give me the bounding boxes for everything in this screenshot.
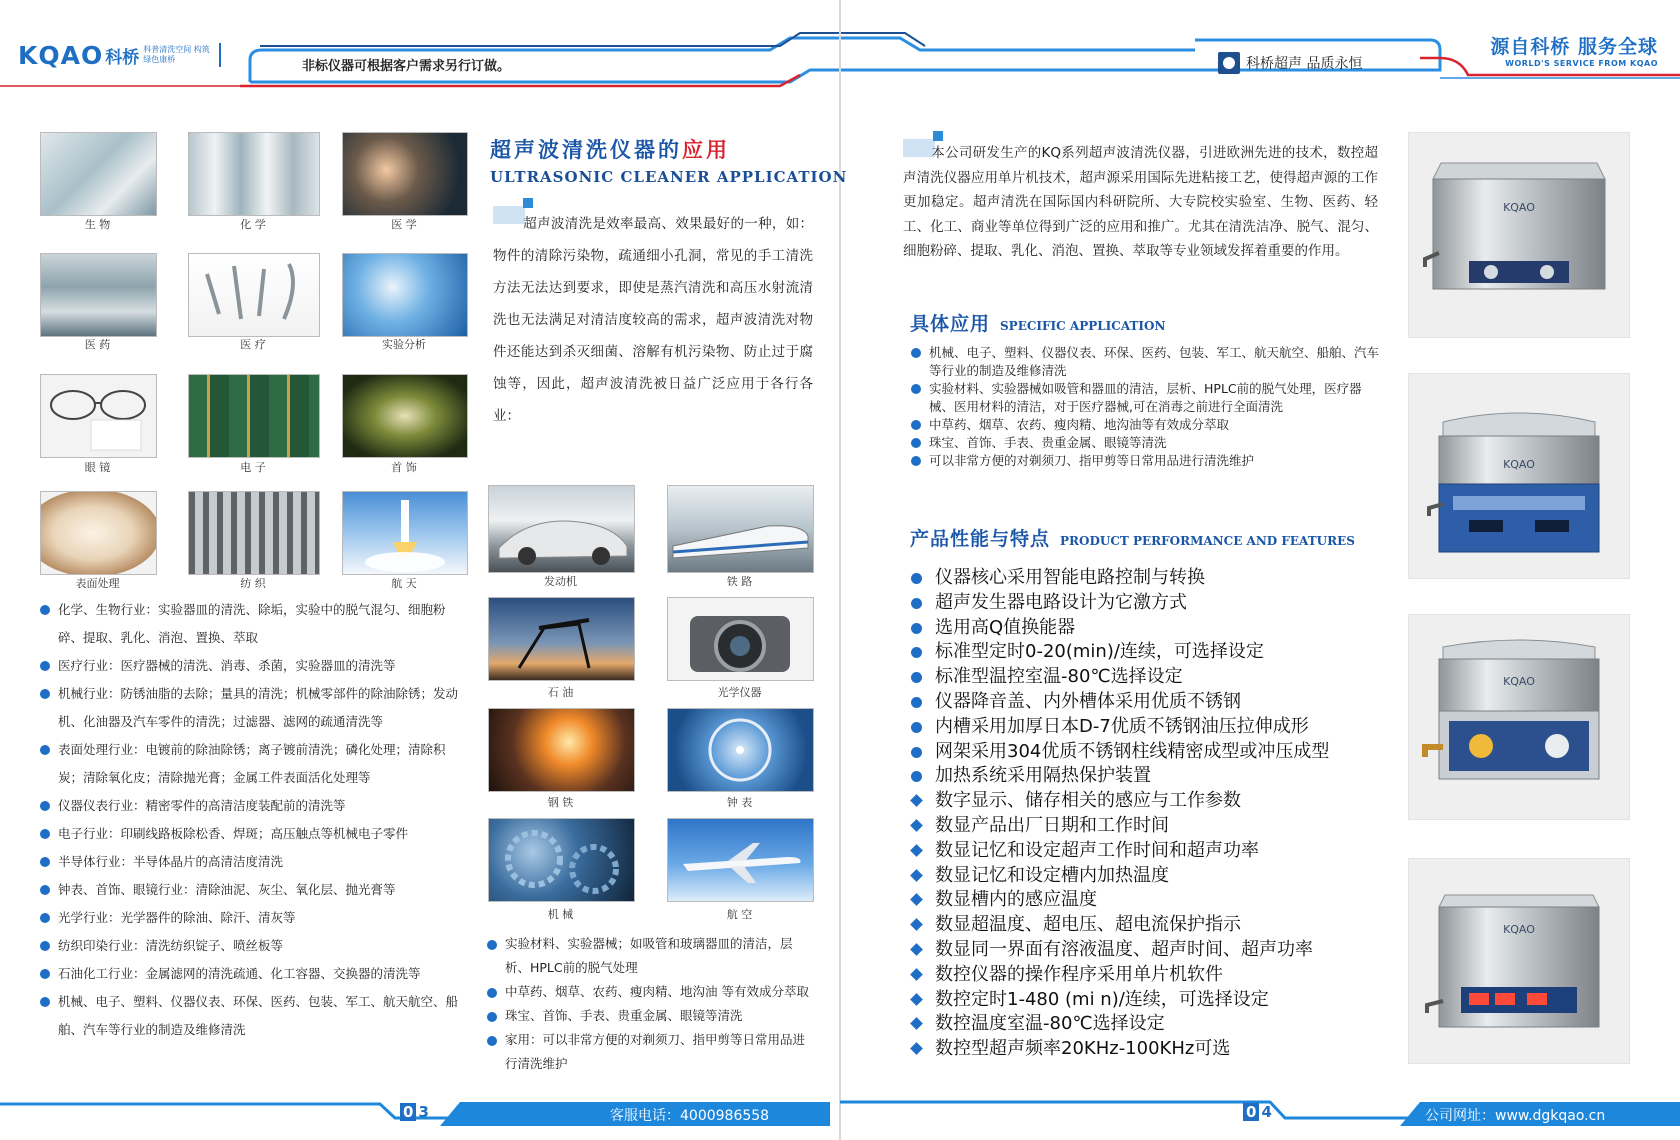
specific-application-heading (910, 309, 1165, 336)
list-item: 钟表、首饰、眼镜行业：清除油泥、灰尘、氧化层、抛光膏等 (38, 876, 468, 904)
caption-medicine: 医 学 (391, 218, 417, 231)
photo-watch (667, 708, 814, 792)
specific-application-list (909, 344, 1379, 470)
features-list (909, 566, 1409, 1062)
list-item: 表面处理行业：电镀前的除油除锈；离子镀前清洗；磷化处理；清除积炭；清除氧化皮；清除抛光膏；金属工件表面活化处理等 (38, 736, 468, 792)
photo-chemistry (188, 132, 320, 216)
feature-item: 加热系统采用隔热保护装置 (909, 764, 1409, 789)
feature-item: 数控温度室温-80℃选择设定 (909, 1012, 1409, 1037)
list-item: 石油化工行业：金属滤网的清洗疏通、化工容器、交换器的清洗等 (38, 960, 468, 988)
photo-lab-analysis (342, 253, 468, 337)
photo-jewelry (342, 374, 468, 458)
feature-item: 超声发生器电路设计为它激方式 (909, 591, 1409, 616)
list-item: 实验材料、实验器械；如吸管和玻璃器皿的清洁，层析、HPLC前的脱气处理 (485, 932, 815, 980)
photo-railway (667, 485, 814, 573)
product-logo: KQAO (1503, 201, 1535, 214)
product-logo: KQAO (1503, 923, 1535, 936)
feature-item: 内槽采用加厚日本D-7优质不锈钢油压拉伸成形 (909, 715, 1409, 740)
photo-biology (40, 132, 157, 216)
logo-divider (219, 43, 221, 67)
company-intro (903, 141, 1378, 264)
photo-optical-instrument (667, 597, 814, 681)
caption-surface-treatment: 表面处理 (75, 577, 120, 590)
feature-item: 数显记忆和设定槽内加热温度 (909, 864, 1409, 889)
logo-mark: KQAO (18, 40, 104, 70)
product-image-4 (1408, 858, 1630, 1064)
caption-medical-devices: 医 疗 (240, 338, 266, 351)
list-item: 纺织印染行业：清洗纺织锭子、喷丝板等 (38, 932, 468, 960)
slogan-main: 源自科桥 服务全球 (1490, 36, 1658, 58)
feature-item: 数控型超声频率20KHz-100KHz可选 (909, 1037, 1409, 1062)
caption-aviation: 航 空 (726, 908, 753, 921)
caption-railway: 铁 路 (726, 575, 753, 588)
customer-hotline: 客服电话：4000986558 (610, 1108, 770, 1124)
product-image-2 (1408, 373, 1630, 579)
list-item: 可以非常方便的对剃须刀、指甲剪等日常用品进行清洗维护 (909, 452, 1379, 470)
logo-slogan: 科普清洗空间 构筑绿色康桥 (143, 45, 210, 64)
list-item: 仪器仪表行业：精密零件的高清洁度装配前的清洗等 (38, 792, 468, 820)
photo-engine (488, 485, 635, 573)
brand-emblem-icon (1218, 52, 1240, 74)
specific-application-title-en: SPECIFIC APPLICATION (1000, 319, 1166, 333)
feature-item: 数显同一界面有溶液温度、超声时间、超声功率 (909, 938, 1409, 963)
list-item: 机械、电子、塑料、仪器仪表、环保、医药、包装、军工、航天航空、船舶、汽车等行业的制造及维修清洗 (909, 344, 1379, 380)
company-website: 公司网址：www.dgkqao.cn (1425, 1108, 1606, 1124)
caption-electronics: 电 子 (240, 461, 266, 474)
list-item: 化学、生物行业：实验器皿的清洗、除垢，实验中的脱气混匀、细胞粉碎、提取、乳化、消泡、置换、萃取 (38, 596, 468, 652)
caption-engine: 发动机 (544, 575, 577, 588)
photo-steel (488, 708, 635, 792)
right-brand (1218, 52, 1362, 74)
caption-machinery: 机 械 (547, 908, 574, 921)
company-intro-text: 本公司研发生产的KQ系列超声波清洗仪器，引进欧洲先进的技术，数控超声清洗仪器应用单片机技术，超声源采用国际先进粘接工艺，使得超声源的工作更加稳定。超声清洗在国际国内科研院所、大专院校实验室、生物、医药、轻工、化工、商业等单位得到广泛的应用和推广。尤其在清洗洁净、脱气、混匀、细胞粉碎、提取、乳化、消泡、置换、萃取等专业领域发挥着重要的作用。 (903, 145, 1378, 259)
section-title-english: ULTRASONIC CLEANER APPLICATION (490, 168, 848, 186)
page-number-right: 0 4 (1243, 1103, 1272, 1121)
feature-item: 数控定时1-480 (mi n)/连续，可选择设定 (909, 988, 1409, 1013)
photo-glasses (40, 374, 157, 458)
feature-item: 标准型定时0-20(min)/连续，可选择设定 (909, 640, 1409, 665)
lab-application-list (485, 932, 815, 1076)
feature-item: 数字显示、储存相关的感应与工作参数 (909, 789, 1409, 814)
page-number-left: 0 3 (400, 1103, 429, 1121)
feature-item: 网架采用304优质不锈钢柱线精密成型或冲压成型 (909, 740, 1409, 765)
caption-biology: 生 物 (84, 218, 111, 231)
feature-item: 数显槽内的感应温度 (909, 888, 1409, 913)
list-item: 电子行业：印刷线路板除松香、焊斑；高压触点等机械电子零件 (38, 820, 468, 848)
list-item: 光学行业：光学器件的除油、除汗、清灰等 (38, 904, 468, 932)
features-title-en: PRODUCT PERFORMANCE AND FEATURES (1060, 534, 1355, 548)
section-title (490, 134, 730, 164)
photo-medical-devices (188, 253, 320, 337)
list-item: 机械、电子、塑料、仪器仪表、环保、医药、包装、军工、航天航空、船舶、汽车等行业的制造及维修清洗 (38, 988, 468, 1044)
caption-steel: 钢 铁 (547, 796, 574, 809)
photo-electronics (188, 374, 320, 458)
caption-oil: 石 油 (547, 686, 574, 699)
features-title: 产品性能与特点 (910, 528, 1051, 550)
caption-optical-instrument: 光学仪器 (717, 686, 762, 699)
list-item: 家用：可以非常方便的对剃须刀、指甲剪等日常用品进行清洗维护 (485, 1028, 815, 1076)
list-item: 机械行业：防锈油脂的去除；量具的清洗；机械零部件的除油除锈；发动机、化油器及汽车零件的清洗；过滤器、滤网的疏通清洗等 (38, 680, 468, 736)
photo-surface-treatment (40, 491, 157, 575)
list-item: 半导体行业：半导体晶片的高清洁度清洗 (38, 848, 468, 876)
right-brand-text: 科桥超声 品质永恒 (1246, 56, 1363, 72)
custom-order-note: 非标仪器可根据客户需求另行订做。 (302, 59, 511, 74)
list-item: 医疗行业：医疗器械的清洗、消毒、杀菌，实验器皿的清洗等 (38, 652, 468, 680)
feature-item: 数显产品出厂日期和工作时间 (909, 814, 1409, 839)
caption-jewelry: 首 饰 (391, 461, 417, 474)
intro-paragraph (493, 208, 813, 432)
feature-item: 仪器降音盖、内外槽体采用优质不锈钢 (909, 690, 1409, 715)
caption-lab-analysis: 实验分析 (382, 338, 426, 351)
list-item: 中草药、烟草、农药、瘦肉精、地沟油等有效成分萃取 (909, 416, 1379, 434)
caption-glasses: 眼 镜 (84, 461, 111, 474)
caption-aerospace: 航 天 (391, 577, 417, 590)
product-image-3 (1408, 614, 1630, 820)
product-logo: KQAO (1503, 458, 1535, 471)
feature-item: 仪器核心采用智能电路控制与转换 (909, 566, 1409, 591)
list-item: 实验材料、实验器械如吸管和器皿的清洁，层析、HPLC前的脱气处理，医疗器械、医用材料的清洁，对于医疗器械,可在消毒之前进行全面清洗 (909, 380, 1379, 416)
caption-watch: 钟 表 (726, 796, 753, 809)
list-item: 珠宝、首饰、手表、贵重金属、眼镜等清洗 (485, 1004, 815, 1028)
photo-textile (188, 491, 320, 575)
logo-chinese-name: 科桥 (105, 47, 140, 68)
industry-application-list (38, 596, 468, 1044)
photo-aviation (667, 818, 814, 902)
feature-item: 标准型温控室温-80℃选择设定 (909, 665, 1409, 690)
specific-application-title: 具体应用 (910, 313, 991, 335)
section-title-highlight: 应用 (682, 138, 730, 162)
photo-aerospace (342, 491, 468, 575)
feature-item: 选用高Q值换能器 (909, 616, 1409, 641)
feature-item: 数控仪器的操作程序采用单片机软件 (909, 963, 1409, 988)
caption-textile: 纺 织 (240, 577, 266, 590)
product-image-1 (1408, 132, 1630, 338)
photo-pharmaceutical (40, 253, 157, 337)
section-title-main: 超声波清洗仪器的 (490, 138, 682, 162)
caption-pharmaceutical: 医 药 (84, 338, 111, 351)
caption-chemistry: 化 学 (240, 218, 266, 231)
company-logo (18, 40, 221, 70)
slogan-english: WORLD'S SERVICE FROM KQAO (1505, 59, 1658, 68)
list-item: 珠宝、首饰、手表、贵重金属、眼镜等清洗 (909, 434, 1379, 452)
feature-item: 数显记忆和设定超声工作时间和超声功率 (909, 839, 1409, 864)
intro-text: 超声波清洗是效率最高、效果最好的一种，如：物件的清除污染物，疏通细小孔洞，常见的手工清洗方法无法达到要求，即使是蒸汽清洗和高压水射流清洗也无法满足对清洁度较高的需求，超声波清洗对物件还能达到杀灭细菌、溶解有机污染物、防止过于腐蚀等，因此，超声波清洗被日益广泛应用于各行各业： (493, 216, 813, 424)
features-heading (910, 524, 1355, 551)
list-item: 中草药、烟草、农药、瘦肉精、地沟油 等有效成分萃取 (485, 980, 815, 1004)
product-logo: KQAO (1503, 675, 1535, 688)
feature-item: 数显超温度、超电压、超电流保护指示 (909, 913, 1409, 938)
photo-medicine (342, 132, 468, 216)
header-slogan (1488, 32, 1658, 68)
photo-oil (488, 597, 635, 681)
photo-machinery (488, 818, 635, 902)
